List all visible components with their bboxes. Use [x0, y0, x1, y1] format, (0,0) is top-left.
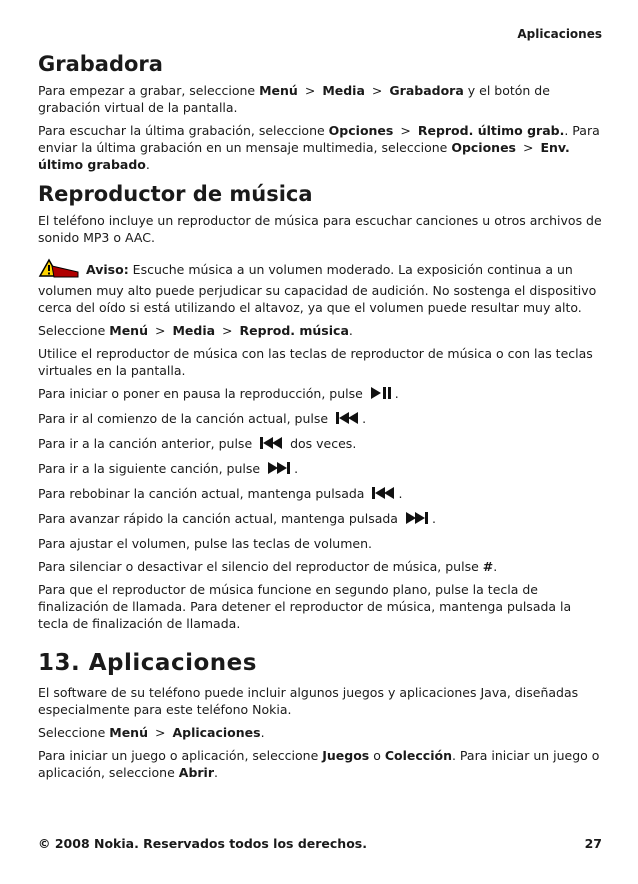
section-grabadora — [38, 52, 602, 179]
text: Para iniciar un juego o aplicación, seleccione — [38, 747, 323, 763]
text: . — [493, 559, 498, 575]
menu-path-item: Reprod. música — [239, 323, 349, 339]
next-icon — [405, 511, 429, 529]
paragraph: El software de su teléfono puede incluir algunos juegos y aplicaciones Java, diseñadas especialmente para este teléfono Nokia. — [38, 684, 579, 717]
text: Seleccione — [38, 323, 110, 339]
paragraph — [38, 82, 602, 116]
separator: > — [154, 724, 166, 740]
menu-path-item: Opciones — [328, 123, 394, 139]
paragraph: Utilice el reproductor de música con las teclas de reproductor de música o con las teclas virtuales en la pantalla. — [38, 346, 593, 379]
paragraph: Para ajustar el volumen, pulse las teclas de volumen. — [38, 536, 372, 552]
key-label: # — [482, 559, 494, 575]
text: . — [362, 411, 367, 427]
separator: > — [304, 83, 316, 99]
separator: > — [154, 323, 166, 339]
section-reproductor — [38, 182, 602, 638]
menu-path-item: Env. último grabado — [38, 140, 570, 173]
text: Para empezar a grabar, seleccione — [38, 83, 260, 99]
paragraph: El teléfono incluye un reproductor de música para escuchar canciones u otros archivos de sonido MP3 o AAC. — [38, 213, 602, 246]
separator: > — [400, 123, 411, 139]
previous-icon — [259, 436, 283, 454]
text: o — [369, 747, 385, 763]
text: . — [214, 764, 218, 780]
text: Para silenciar o desactivar el silencio del reproductor de música, pulse — [38, 559, 483, 575]
previous-icon — [371, 486, 395, 504]
warning-paragraph — [38, 258, 602, 316]
text: . Para enviar la última grabación en un mensaje multimedia, seleccione — [38, 123, 600, 156]
text: Para rebobinar la canción actual, mantenga pulsada — [38, 486, 369, 502]
paragraph — [38, 322, 602, 339]
menu-path-item: Media — [172, 323, 216, 339]
separator: > — [222, 323, 233, 339]
warning-label: Aviso: — [86, 262, 129, 278]
paragraph — [38, 747, 602, 781]
text: Para ir a la canción anterior, pulse — [38, 436, 257, 452]
text: y el botón de grabación virtual de la pantalla. — [38, 83, 550, 116]
text: Para iniciar o poner en pausa la reproducción, pulse — [38, 386, 367, 402]
text: dos veces. — [286, 436, 357, 452]
paragraph — [38, 435, 602, 454]
menu-path-item: Menú — [109, 323, 148, 339]
text: . — [145, 157, 150, 173]
text: . — [431, 511, 436, 527]
text: . Para iniciar un juego o aplicación, seleccione — [38, 747, 600, 780]
text: . — [348, 323, 353, 339]
paragraph — [38, 510, 602, 529]
running-header: Aplicaciones — [517, 27, 602, 41]
text: . — [394, 386, 399, 402]
menu-path-item: Menú — [259, 83, 298, 99]
menu-path-item: Colección — [384, 747, 452, 763]
text: Para escuchar la última grabación, seleccione — [38, 123, 329, 139]
paragraph — [38, 410, 602, 429]
page-number: 27 — [584, 836, 602, 851]
paragraph — [38, 485, 602, 504]
text: Seleccione — [38, 724, 110, 740]
warning-icon — [38, 258, 80, 282]
play-pause-icon — [370, 386, 392, 404]
chapter-title: 13. Aplicaciones — [38, 650, 257, 676]
menu-path-item: Media — [322, 83, 365, 99]
page-footer — [38, 836, 602, 851]
previous-icon — [335, 411, 359, 429]
menu-path-item: Opciones — [451, 140, 516, 156]
menu-path-item: Abrir — [178, 764, 215, 780]
paragraph — [38, 122, 602, 173]
text: . — [260, 724, 265, 740]
copyright-text: © 2008 Nokia. Reservados todos los derechos. — [38, 836, 367, 851]
section-title: Reproductor de música — [38, 182, 313, 206]
menu-path-item: Menú — [109, 724, 148, 740]
paragraph — [38, 558, 602, 575]
menu-path-item: Reprod. último grab. — [417, 123, 565, 139]
paragraph — [38, 385, 602, 404]
menu-path-item: Aplicaciones — [172, 724, 261, 740]
text: . — [398, 486, 403, 502]
separator: > — [523, 140, 534, 156]
text: . — [294, 461, 299, 477]
text: Para avanzar rápido la canción actual, mantenga pulsada — [38, 511, 402, 527]
section-title: Grabadora — [38, 52, 163, 76]
warning-text: Escuche música a un volumen moderado. La exposición continua a un volumen muy alto puede perjudicar su capacidad de audición. No sostenga el dispositivo cerca del oído si está utilizando el altavoz, ya que el volumen puede resultar muy alto. — [38, 262, 597, 316]
paragraph — [38, 724, 602, 741]
menu-path-item: Juegos — [322, 747, 370, 763]
section-aplicaciones — [38, 650, 602, 787]
next-icon — [267, 461, 291, 479]
paragraph: Para que el reproductor de música funcione en segundo plano, pulse la tecla de finalización de llamada. Para detener el reproductor de música, mantenga pulsada la tecla de finalización de llamada. — [38, 582, 572, 632]
paragraph — [38, 460, 602, 479]
text: Para ir al comienzo de la canción actual, pulse — [38, 411, 333, 427]
text: Para ir a la siguiente canción, pulse — [38, 461, 265, 477]
menu-path-item: Grabadora — [389, 83, 464, 99]
separator: > — [371, 83, 383, 99]
